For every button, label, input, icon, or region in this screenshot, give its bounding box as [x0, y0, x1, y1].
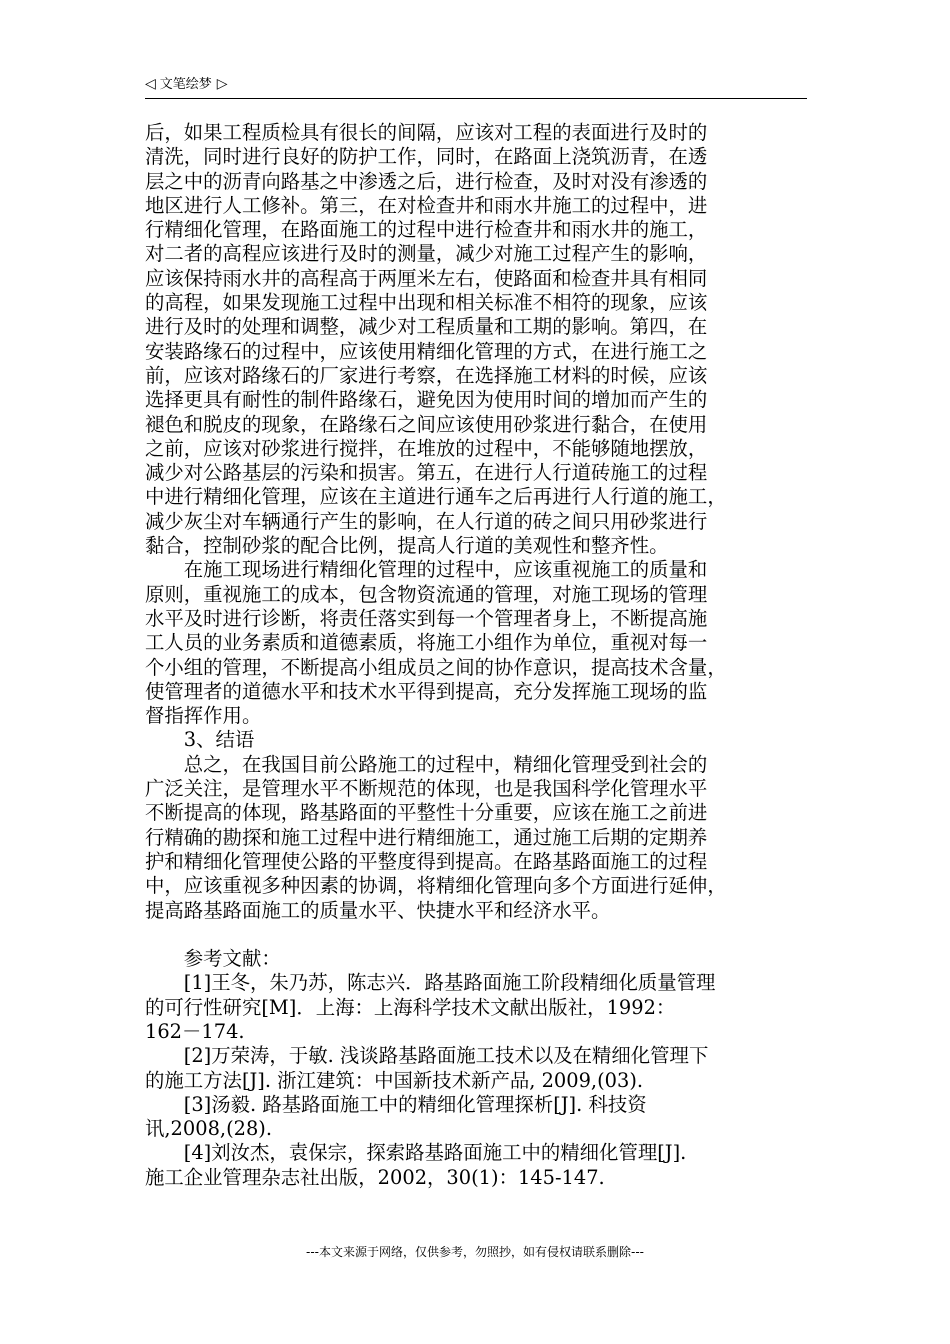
header-title: 文笔绘梦	[159, 77, 212, 92]
text-line: [2]万荣涛，于敏. 浅谈路基路面施工技术以及在精细化管理下	[145, 1044, 709, 1068]
text-line: 前，应该对路缘石的厂家进行考察，在选择施工材料的时候，应该	[145, 363, 708, 387]
text-line: 督指挥作用。	[145, 704, 262, 728]
text-line: 中进行精细化管理，应该在主道进行通车之后再进行人行道的施工，	[145, 485, 727, 509]
text-line: 施工企业管理杂志社出版，2002，30(1)：145-147.	[145, 1165, 605, 1189]
text-line: 不断提高的体现，路基路面的平整性十分重要，应该在施工之前进	[145, 801, 708, 825]
text-line: 中，应该重视多种因素的协调，将精细化管理向多个方面进行延伸，	[145, 874, 727, 898]
text-line: [3]汤毅. 路基路面施工中的精细化管理探析[J]. 科技资	[145, 1092, 647, 1116]
text-line: 行精细化管理，在路面施工的过程中进行检查井和雨水井的施工，	[145, 218, 708, 242]
text-line: 层之中的沥青向路基之中渗透之后，进行检查，及时对没有渗透的	[145, 169, 708, 193]
text-line: 原则，重视施工的成本，包含物资流通的管理，对施工现场的管理	[145, 582, 708, 606]
text-line: 的高程，如果发现施工过程中出现和相关标准不相符的现象，应该	[145, 291, 708, 315]
text-line: [1]王冬，朱乃苏，陈志兴．路基路面施工阶段精细化质量管理	[145, 971, 716, 995]
text-line: 黏合，控制砂浆的配合比例，提高人行道的美观性和整齐性。	[145, 534, 669, 558]
text-line: 的可行性研究[M]．上海：上海科学技术文献出版社，1992：	[145, 995, 676, 1019]
text-line: 进行及时的处理和调整，减少对工程质量和工期的影响。第四，在	[145, 315, 708, 339]
footer-disclaimer: ---本文来源于网络，仅供参考，勿照抄，如有侵权请联系删除---	[306, 1245, 644, 1259]
text-line: 162－174.	[145, 1019, 245, 1043]
text-line: 行精确的勘探和施工过程中进行精细施工，通过施工后期的定期养	[145, 825, 708, 849]
text-line: 参考文献：	[145, 947, 281, 971]
page-header	[145, 74, 807, 99]
text-line: 褪色和脱皮的现象，在路缘石之间应该使用砂浆进行黏合，在使用	[145, 412, 708, 436]
text-line: 提高路基路面施工的质量水平、快捷水平和经济水平。	[145, 898, 611, 922]
text-line: 选择更具有耐性的制件路缘石，避免因为使用时间的增加而产生的	[145, 388, 708, 412]
text-line: 减少灰尘对车辆通行产生的影响，在人行道的砖之间只用砂浆进行	[145, 509, 708, 533]
text-line: 3、结语	[145, 728, 255, 752]
text-line: 广泛关注，是管理水平不断规范的体现，也是我国科学化管理水平	[145, 777, 708, 801]
text-line: 应该保持雨水井的高程高于两厘米左右，使路面和检查井具有相同	[145, 266, 708, 290]
article-body	[145, 121, 807, 1190]
text-line: 在施工现场进行精细化管理的过程中，应该重视施工的质量和	[145, 558, 708, 582]
text-line: 讯,2008,(28).	[145, 1117, 273, 1141]
text-line: [4]刘汝杰，袁保宗，探索路基路面施工中的精细化管理[J].	[145, 1141, 687, 1165]
text-line: 地区进行人工修补。第三，在对检查井和雨水井施工的过程中，进	[145, 193, 708, 217]
text-line: 护和精细化管理使公路的平整度得到提高。在路基路面施工的过程	[145, 849, 708, 873]
text-line: 的施工方法[J]. 浙江建筑：中国新技术新产品, 2009,(03).	[145, 1068, 644, 1092]
text-line: 使管理者的道德水平和技术水平得到提高，充分发挥施工现场的监	[145, 679, 708, 703]
text-line: 水平及时进行诊断，将责任落实到每一个管理者身上，不断提高施	[145, 606, 708, 630]
text-line: 个小组的管理，不断提高小组成员之间的协作意识，提高技术含量，	[145, 655, 727, 679]
triangle-left-icon: ◁	[145, 76, 156, 92]
text-line: 后，如果工程质检具有很长的间隔，应该对工程的表面进行及时的	[145, 121, 708, 144]
text-line: 总之，在我国目前公路施工的过程中，精细化管理受到社会的	[145, 752, 708, 776]
text-line	[145, 923, 807, 947]
text-line: 安装路缘石的过程中，应该使用精细化管理的方式，在进行施工之	[145, 339, 708, 363]
text-line: 工人员的业务素质和道德素质，将施工小组作为单位，重视对每一	[145, 631, 708, 655]
triangle-right-icon: ▷	[216, 76, 228, 92]
text-line: 对二者的高程应该进行及时的测量，减少对施工过程产生的影响，	[145, 242, 708, 266]
text-line: 之前，应该对砂浆进行搅拌，在堆放的过程中，不能够随地摆放，	[145, 436, 708, 460]
text-line: 减少对公路基层的污染和损害。第五，在进行人行道砖施工的过程	[145, 461, 708, 485]
text-line: 清洗，同时进行良好的防护工作，同时，在路面上浇筑沥青，在透	[145, 145, 708, 169]
